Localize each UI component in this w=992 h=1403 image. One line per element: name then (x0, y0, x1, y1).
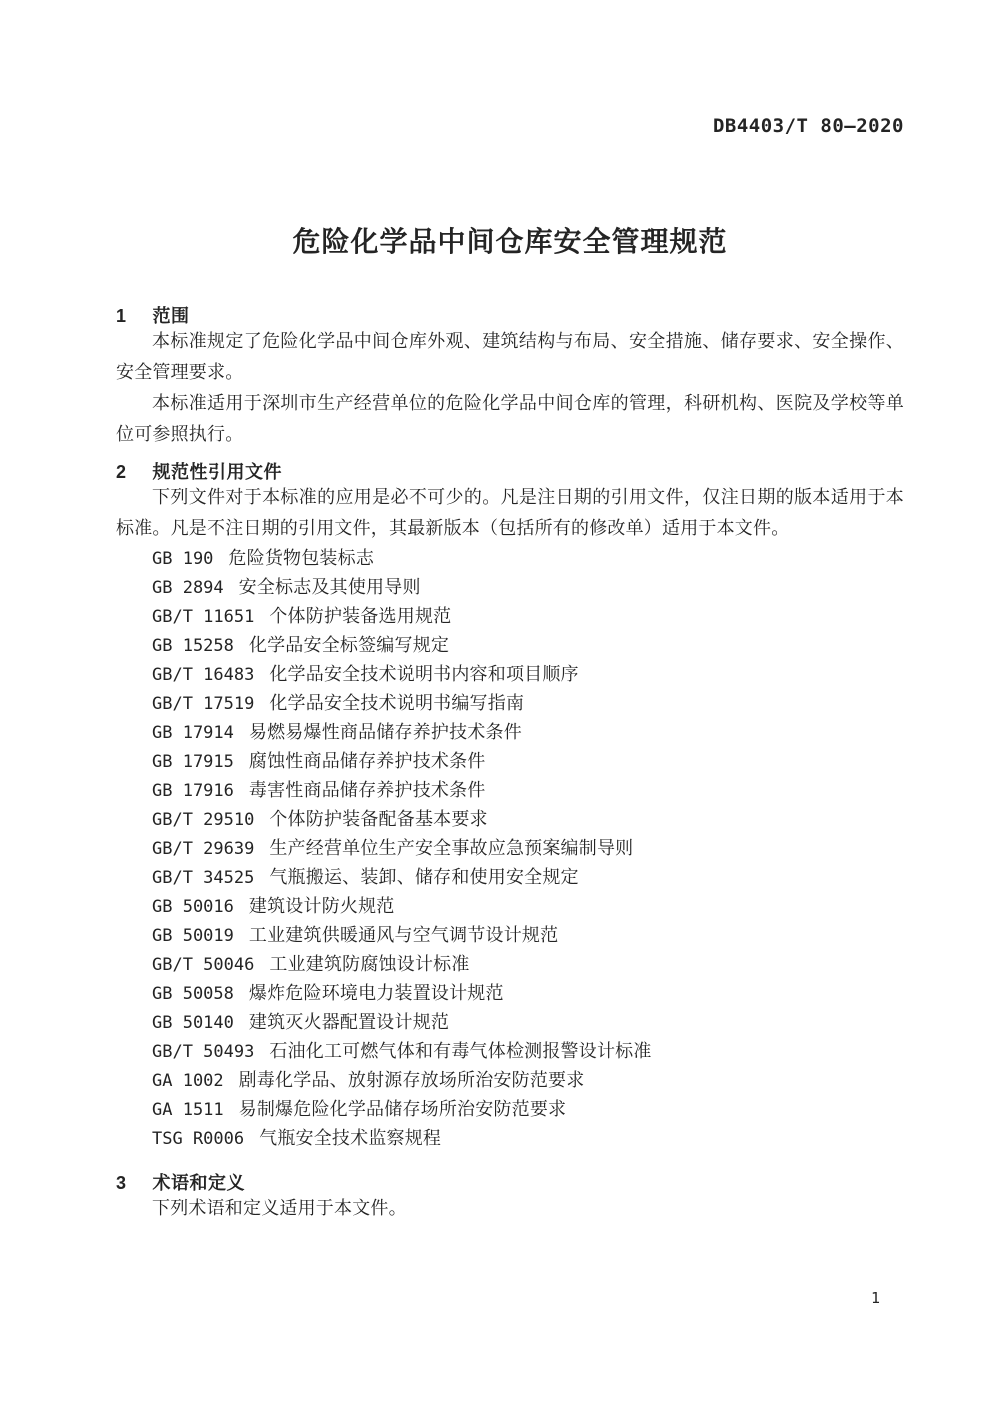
reference-title: 腐蚀性商品储存养护技术条件 (248, 751, 486, 771)
reference-code: GA 1511 (152, 1100, 224, 1120)
reference-item (152, 631, 904, 660)
reference-item (152, 573, 904, 602)
reference-title: 建筑灭火器配置设计规范 (248, 1012, 450, 1032)
reference-item (152, 689, 904, 718)
section-number: 3 (116, 1173, 127, 1193)
paragraph-terms-intro: 下列术语和定义适用于本文件。 (152, 1198, 407, 1218)
reference-code: GB/T 17519 (152, 694, 255, 714)
reference-item (152, 776, 904, 805)
section-heading-scope (116, 306, 904, 326)
reference-title: 个体防护装备选用规范 (269, 606, 452, 626)
reference-title: 工业建筑防腐蚀设计标准 (269, 954, 470, 974)
reference-item (152, 747, 904, 776)
reference-title: 工业建筑供暖通风与空气调节设计规范 (248, 925, 559, 945)
reference-title: 个体防护装备配备基本要求 (269, 809, 488, 829)
reference-title: 生产经营单位生产安全事故应急预案编制导则 (269, 838, 634, 858)
reference-item (152, 805, 904, 834)
reference-item (152, 892, 904, 921)
reference-title: 安全标志及其使用导则 (238, 577, 421, 597)
section-number: 1 (116, 306, 127, 326)
reference-title: 爆炸危险环境电力装置设计规范 (248, 983, 504, 1003)
reference-item (152, 834, 904, 863)
reference-item (152, 602, 904, 631)
reference-code: TSG R0006 (152, 1129, 245, 1149)
section-name: 规范性引用文件 (152, 462, 283, 482)
reference-item (152, 718, 904, 747)
reference-title: 气瓶搬运、装卸、储存和使用安全规定 (269, 867, 579, 887)
reference-code: GB/T 29510 (152, 810, 255, 830)
reference-code: GB 50016 (152, 897, 234, 917)
reference-item (152, 1066, 904, 1095)
reference-title: 化学品安全技术说明书编写指南 (269, 693, 525, 713)
reference-item (152, 921, 904, 950)
references-list (116, 544, 904, 1153)
reference-code: GB/T 34525 (152, 868, 255, 888)
paragraph-scope-2: 本标准适用于深圳市生产经营单位的危险化学品中间仓库的管理，科研机构、医院及学校等单位可参照执行。 (116, 393, 904, 444)
reference-code: GB/T 50046 (152, 955, 255, 975)
reference-title: 危险货物包装标志 (228, 548, 375, 568)
doc-number: DB4403/T 80—2020 (712, 115, 904, 137)
page-number: 1 (870, 1289, 880, 1307)
reference-code: GB/T 50493 (152, 1042, 255, 1062)
reference-code: GB/T 29639 (152, 839, 255, 859)
reference-item (152, 1008, 904, 1037)
reference-code: GB/T 11651 (152, 607, 255, 627)
doc-title: 危险化学品中间仓库安全管理规范 (292, 226, 728, 257)
reference-item (152, 544, 904, 573)
reference-code: GB 17915 (152, 752, 234, 772)
section-heading-normative-references (116, 462, 904, 482)
reference-title: 化学品安全技术说明书内容和项目顺序 (269, 664, 579, 684)
reference-code: GB/T 16483 (152, 665, 255, 685)
paragraph-references-intro: 下列文件对于本标准的应用是必不可少的。凡是注日期的引用文件，仅注日期的版本适用于本标准。凡是不注日期的引用文件，其最新版本（包括所有的修改单）适用于本文件。 (116, 487, 904, 538)
reference-title: 气瓶安全技术监察规程 (259, 1128, 442, 1148)
reference-title: 易制爆危险化学品储存场所治安防范要求 (238, 1099, 567, 1119)
reference-code: GB 50058 (152, 984, 234, 1004)
reference-item (152, 979, 904, 1008)
reference-title: 易燃易爆性商品储存养护技术条件 (248, 722, 522, 742)
reference-code: GB 17916 (152, 781, 234, 801)
reference-code: GB 17914 (152, 723, 234, 743)
reference-code: GA 1002 (152, 1071, 224, 1091)
reference-item (152, 1095, 904, 1124)
reference-title: 毒害性商品储存养护技术条件 (248, 780, 486, 800)
section-number: 2 (116, 462, 127, 482)
reference-code: GB 50019 (152, 926, 234, 946)
reference-code: GB 15258 (152, 636, 234, 656)
reference-item (152, 660, 904, 689)
reference-title: 剧毒化学品、放射源存放场所治安防范要求 (238, 1070, 585, 1090)
reference-title: 石油化工可燃气体和有毒气体检测报警设计标准 (269, 1041, 652, 1061)
paragraph-scope-1: 本标准规定了危险化学品中间仓库外观、建筑结构与布局、安全措施、储存要求、安全操作、安全管理要求。 (116, 331, 904, 382)
reference-code: GB 2894 (152, 578, 224, 598)
reference-item (152, 950, 904, 979)
section-heading-terms (116, 1173, 904, 1193)
reference-item (152, 1124, 904, 1153)
reference-code: GB 50140 (152, 1013, 234, 1033)
reference-item (152, 863, 904, 892)
reference-title: 化学品安全标签编写规定 (248, 635, 450, 655)
section-name: 范围 (152, 306, 190, 326)
reference-title: 建筑设计防火规范 (248, 896, 395, 916)
section-name: 术语和定义 (152, 1173, 246, 1193)
reference-code: GB 190 (152, 549, 214, 569)
reference-item (152, 1037, 904, 1066)
